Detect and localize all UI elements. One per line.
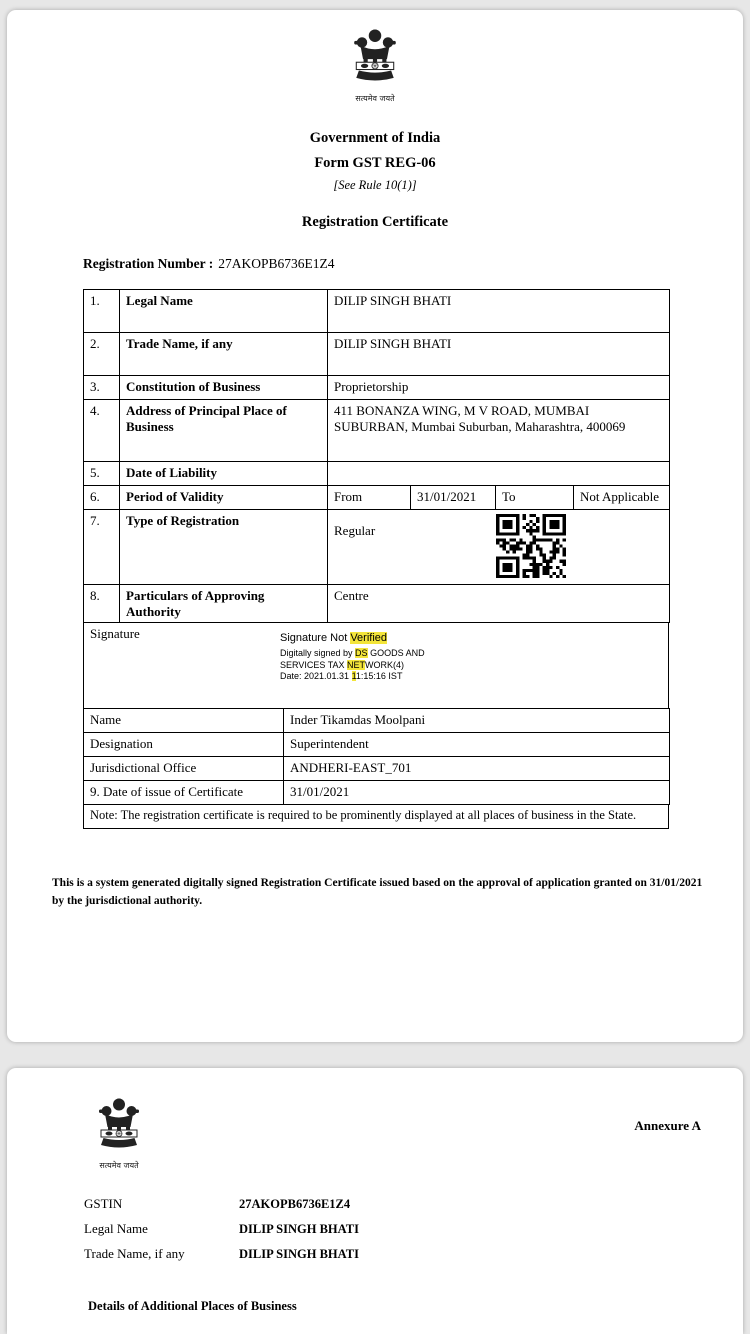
table-row (84, 400, 670, 462)
form-title: Form GST REG-06 (314, 155, 436, 171)
signature-section (83, 622, 669, 709)
officer-field-label: 9. Date of issue of Certificate (84, 781, 284, 805)
rule-reference: [See Rule 10(1)] (333, 178, 417, 192)
emblem-motto: सत्यमेव जयते (99, 1161, 139, 1170)
gstin-label: GSTIN (84, 1196, 123, 1211)
emblem-block (91, 1094, 147, 1171)
validity-from-label: From (328, 486, 411, 510)
officer-field-label: Name (84, 709, 284, 733)
emblem-motto: सत्यमेव जयते (355, 94, 395, 103)
signature-label: Signature (90, 626, 140, 641)
officer-field-label: Jurisdictional Office (84, 757, 284, 781)
officer-row (84, 709, 670, 733)
additional-places-section-title: Details of Additional Places of Business (88, 1299, 297, 1313)
officer-field-value: Superintendent (284, 733, 670, 757)
field-label: Particulars of Approving Authority (120, 585, 328, 623)
row-number: 8. (84, 585, 120, 623)
gstin-row (84, 1196, 359, 1221)
registration-number-label: Registration Number : (83, 256, 214, 271)
note-text: Note: The registration certificate is required to be prominently displayed at all places of business in the State. (84, 805, 669, 829)
gstin-value: 27AKOPB6736E1Z4 (239, 1197, 351, 1211)
row-number: 2. (84, 333, 120, 376)
registration-table (83, 289, 670, 623)
officer-field-value: Inder Tikamdas Moolpani (284, 709, 670, 733)
field-value: 411 BONANZA WING, M V ROAD, MUMBAI SUBURBAN, Mumbai Suburban, Maharashtra, 400069 (328, 400, 670, 462)
officer-row (84, 781, 670, 805)
table-row (84, 462, 670, 486)
footer-statement: This is a system generated digitally signed Registration Certificate issued based on the approval of application granted on 31/01/2021 by the jurisdictional authority. (52, 877, 703, 908)
legal-name-label: Legal Name (84, 1221, 148, 1236)
signature-row (84, 623, 669, 709)
india-emblem-icon (94, 1094, 144, 1154)
registration-type-value: Regular (334, 523, 376, 538)
officer-field-label: Designation (84, 733, 284, 757)
field-label: Legal Name (120, 290, 328, 333)
field-value: DILIP SINGH BHATI (328, 333, 670, 376)
row-number: 1. (84, 290, 120, 333)
certificate-page (7, 10, 743, 1042)
validity-row (84, 486, 670, 510)
signature-status-text: Signature Not (280, 632, 351, 644)
trade-name-value: DILIP SINGH BHATI (239, 1247, 359, 1261)
trade-name-row (84, 1246, 359, 1271)
validity-to-value: Not Applicable (574, 486, 670, 510)
registration-number-value: 27AKOPB6736E1Z4 (218, 256, 335, 271)
registration-number-line (83, 256, 743, 272)
govt-of-india-heading: Government of India (309, 130, 441, 146)
field-value: Proprietorship (328, 376, 670, 400)
trade-name-label: Trade Name, if any (84, 1246, 185, 1261)
field-label: Address of Principal Place of Business (120, 400, 328, 462)
digital-signature-block (280, 632, 425, 683)
signature-status (280, 632, 425, 644)
field-value: DILIP SINGH BHATI (328, 290, 670, 333)
table-row (84, 376, 670, 400)
field-label: Type of Registration (120, 510, 328, 585)
annexure-page (7, 1068, 743, 1334)
signature-status-highlight: Verified (350, 632, 388, 644)
note-row (83, 804, 669, 829)
officer-field-value: ANDHERI-EAST_701 (284, 757, 670, 781)
row-number: 3. (84, 376, 120, 400)
officer-field-value: 31/01/2021 (284, 781, 670, 805)
digital-signature-date: Date: 2021.01.31 11:15:16 IST (280, 671, 403, 681)
table-row (84, 290, 670, 333)
table-row (84, 333, 670, 376)
annexure-fields (84, 1196, 359, 1271)
annexure-label: Annexure A (634, 1118, 701, 1133)
officer-row (84, 757, 670, 781)
legal-name-row (84, 1221, 359, 1246)
officer-row (84, 733, 670, 757)
validity-to-label: To (496, 486, 574, 510)
certificate-title: Registration Certificate (301, 214, 449, 230)
signature-cell (84, 623, 669, 709)
validity-from-value: 31/01/2021 (411, 486, 496, 510)
field-label: Date of Liability (120, 462, 328, 486)
india-emblem-icon (349, 25, 401, 87)
registration-type-cell (328, 510, 670, 585)
table-row (84, 585, 670, 623)
field-value: Centre (328, 585, 670, 623)
emblem-block (7, 10, 743, 104)
officer-table (83, 708, 670, 805)
row-number: 4. (84, 400, 120, 462)
field-value (328, 462, 670, 486)
row-number: 6. (84, 486, 120, 510)
legal-name-value: DILIP SINGH BHATI (239, 1222, 359, 1236)
digital-signature-line: Digitally signed by DS GOODS AND (280, 648, 425, 658)
field-label: Period of Validity (120, 486, 328, 510)
digital-signature-line: SERVICES TAX NETWORK(4) (280, 659, 405, 670)
row-number: 7. (84, 510, 120, 585)
row-number: 5. (84, 462, 120, 486)
field-label: Constitution of Business (120, 376, 328, 400)
qr-code (496, 514, 566, 578)
registration-type-row (84, 510, 670, 585)
field-label: Trade Name, if any (120, 333, 328, 376)
